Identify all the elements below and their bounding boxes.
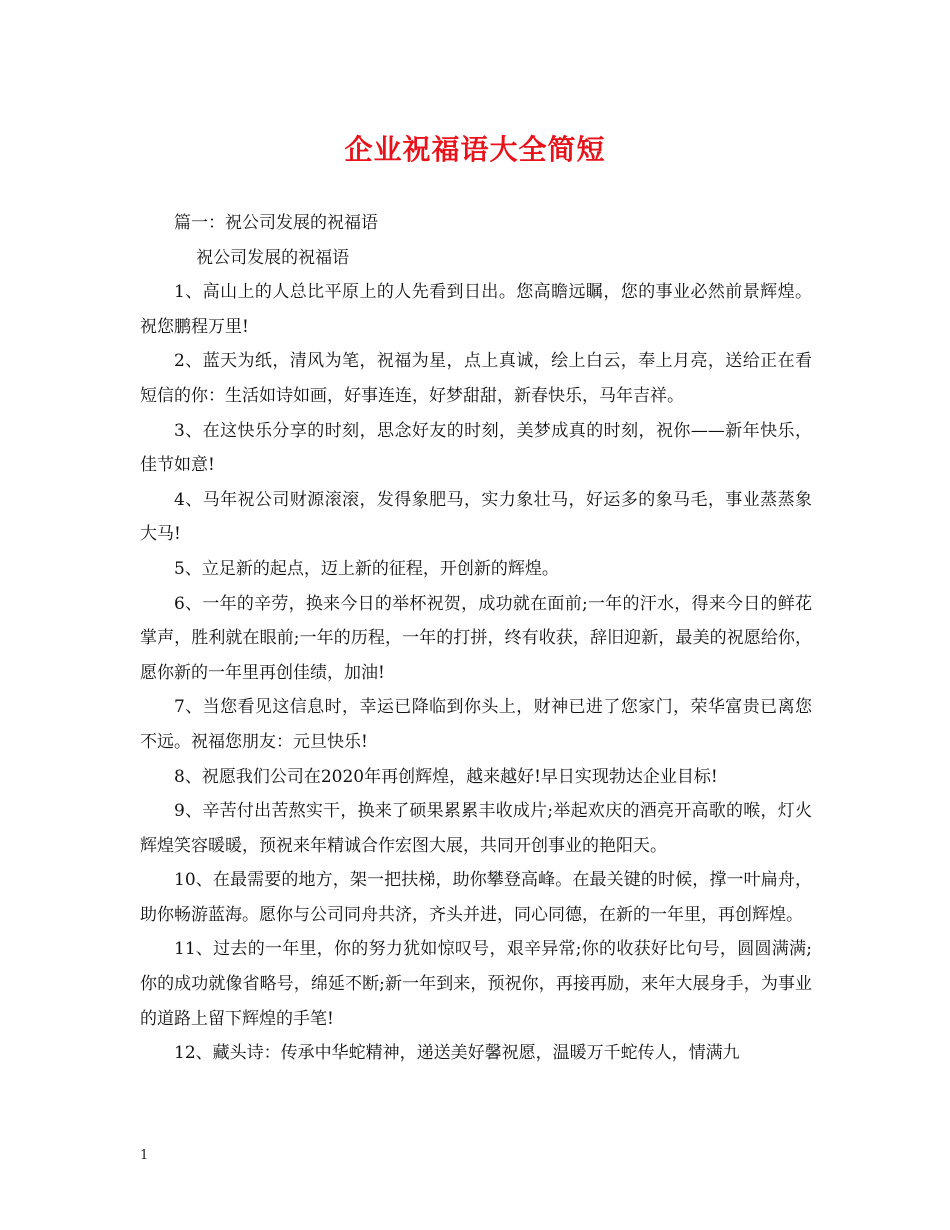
paragraph-5: 5、立足新的起点，迈上新的征程，开创新的辉煌。: [174, 558, 559, 579]
document-title: 企业祝福语大全简短: [344, 133, 606, 166]
section-heading: 篇一：祝公司发展的祝福语: [174, 213, 378, 233]
document-body: [140, 206, 812, 1071]
paragraph-8: 8、祝愿我们公司在2020年再创辉煌，越来越好!早日实现勃达企业目标!: [174, 766, 718, 787]
paragraph-4: 4、马年祝公司财源滚滚，发得象肥马，实力象壮马，好运多的象马毛，事业蒸蒸象大马!: [140, 489, 812, 545]
paragraph-1: 1、高山上的人总比平原上的人先看到日出。您高瞻远瞩，您的事业必然前景辉煌。祝您鹏程万里!: [140, 282, 812, 337]
paragraph-11: 11、过去的一年里，你的努力犹如惊叹号，艰辛异常;你的收获好比句号，圆圆满满;你的成功就像省略号，绵延不断;新一年到来，预祝你，再接再励，来年大展身手，为事业的道路上留下辉煌的手笔!: [140, 939, 812, 1029]
paragraph-2: 2、蓝天为纸，清风为笔，祝福为星，点上真诚，绘上白云，奉上月亮，送给正在看短信的你：生活如诗如画，好事连连，好梦甜甜，新春快乐，马年吉祥。: [140, 351, 812, 406]
paragraph-7: 7、当您看见这信息时，幸运已降临到你头上，财神已进了您家门，荣华富贵已离您不远。祝福您朋友：元旦快乐!: [140, 697, 812, 752]
paragraph-12: 12、藏头诗：传承中华蛇精神，递送美好馨祝愿，温暖万千蛇传人，情满九: [174, 1043, 740, 1064]
paragraph-9: 9、辛苦付出苦熬实干，换来了硕果累累丰收成片;举起欢庆的酒亮开高歌的喉，灯火辉煌笑容暖暖，预祝来年精诚合作宏图大展，共同开创事业的艳阳天。: [140, 801, 812, 856]
page-number: 1: [140, 1148, 149, 1163]
paragraph-6: 6、一年的辛劳，换来今日的举杯祝贺，成功就在面前;一年的汗水，得来今日的鲜花掌声，胜利就在眼前;一年的历程，一年的打拼，终有收获，辞旧迎新，最美的祝愿给你，愿你新的一年里再创佳绩，加油!: [140, 593, 812, 683]
sub-heading: 祝公司发展的祝福语: [196, 247, 350, 268]
paragraph-10: 10、在最需要的地方，架一把扶梯，助你攀登高峰。在最关键的时候，撑一叶扁舟，助你畅游蓝海。愿你与公司同舟共济，齐头并进，同心同德，在新的一年里，再创辉煌。: [140, 870, 812, 925]
paragraph-3: 3、在这快乐分享的时刻，思念好友的时刻，美梦成真的时刻，祝你——新年快乐，佳节如意!: [140, 420, 812, 476]
